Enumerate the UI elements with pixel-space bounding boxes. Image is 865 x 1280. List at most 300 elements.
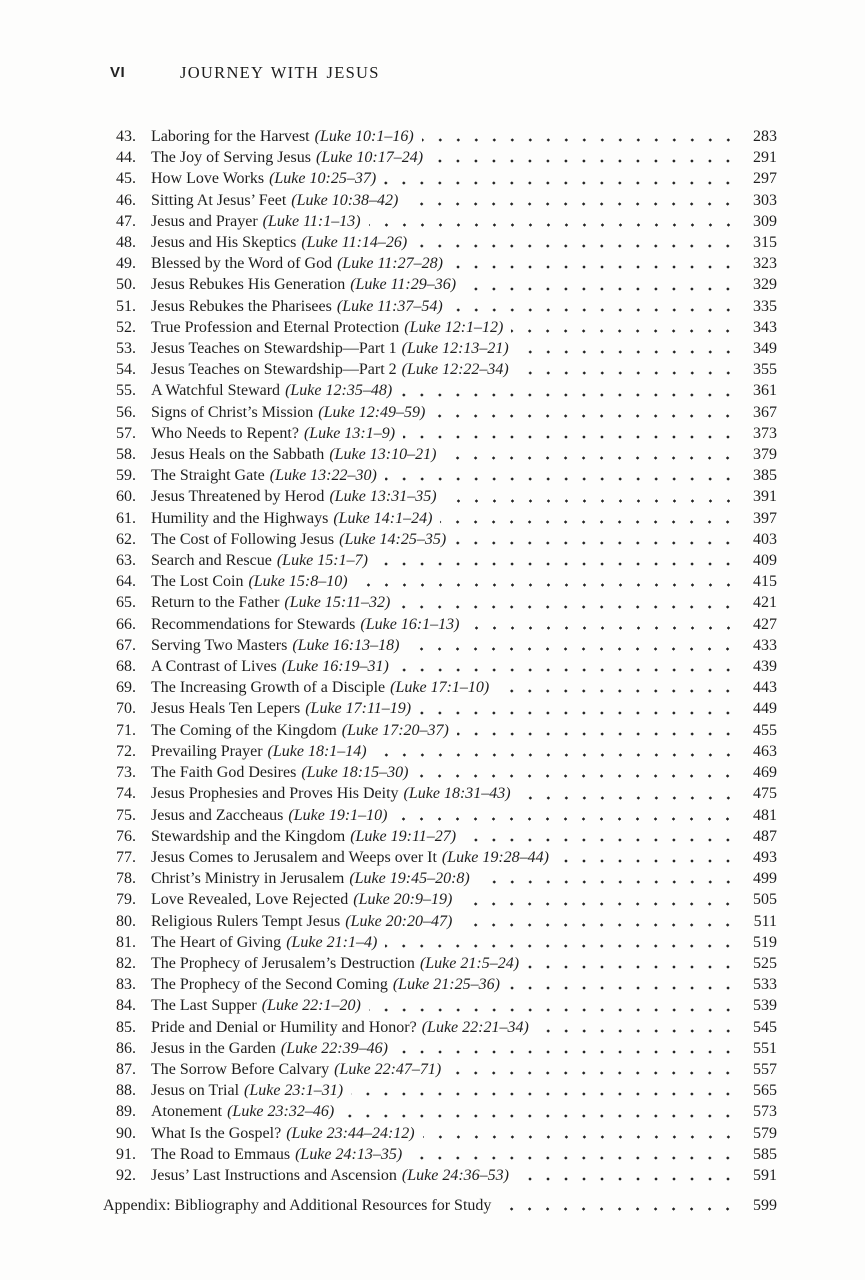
toc-entry-page-number: 557: [753, 1060, 777, 1078]
toc-entry-scripture-reference: (Luke 15:1–7): [276, 552, 368, 570]
toc-row: [103, 953, 777, 974]
dot-leader: [422, 126, 739, 147]
toc-entry-page-number: 335: [753, 297, 777, 315]
toc-entry-scripture-reference: (Luke 18:15–30): [301, 764, 409, 782]
toc-row: [103, 911, 777, 932]
toc-entry-title: [151, 783, 511, 804]
toc-row: [103, 592, 777, 613]
toc-entry-title-text: The Joy of Serving Jesus: [151, 149, 311, 167]
dot-leader: [385, 932, 739, 953]
dot-leader: [511, 317, 739, 338]
toc-entry-number: 64.: [116, 573, 136, 591]
toc-row: [103, 571, 777, 592]
toc-entry-title-text: Jesus and Zaccheaus: [151, 806, 284, 824]
toc-entry-page-number: 481: [753, 806, 777, 824]
dot-leader: [457, 720, 739, 741]
toc-entry-number: 45.: [116, 170, 136, 188]
toc-row: [103, 168, 777, 189]
dot-leader: [403, 423, 739, 444]
dot-leader: [557, 847, 739, 868]
toc-entry-title-text: The Last Supper: [151, 997, 257, 1015]
toc-entry-title: [151, 338, 509, 359]
toc-entry-page-number: 373: [753, 424, 777, 442]
toc-entry-scripture-reference: (Luke 23:1–31): [244, 1082, 344, 1100]
toc-row: [103, 274, 777, 295]
toc-row: [103, 762, 777, 783]
toc-entry-number: 54.: [116, 361, 136, 379]
toc-entry-title: [151, 486, 437, 507]
toc-entry-title: [151, 1017, 529, 1038]
dot-leader: [468, 614, 740, 635]
toc-entry-page-number: 469: [753, 764, 777, 782]
toc-entry-title: [151, 168, 376, 189]
toc-entry-page-number: 409: [753, 552, 777, 570]
toc-entry-number: 52.: [116, 318, 136, 336]
dot-leader: [519, 783, 739, 804]
dot-leader: [460, 911, 739, 932]
toc-entry-number: 44.: [116, 149, 136, 167]
toc-entry-title-text: Jesus Heals on the Sabbath: [151, 446, 325, 464]
dot-leader: [478, 868, 739, 889]
toc-row: [103, 211, 777, 232]
toc-entry-scripture-reference: (Luke 16:19–31): [281, 658, 389, 676]
toc-row: [103, 783, 777, 804]
toc-row: [103, 508, 777, 529]
toc-entry-page-number: 343: [753, 318, 777, 336]
toc-entry-title: [151, 635, 399, 656]
toc-row: [103, 380, 777, 401]
toc-entry-title: [151, 1123, 415, 1144]
toc-entry-title-text: Jesus Rebukes His Generation: [151, 276, 346, 294]
toc-entry-number: 80.: [116, 912, 136, 930]
toc-row: [103, 805, 777, 826]
toc-row: [103, 1144, 777, 1165]
toc-entry-title: [151, 847, 549, 868]
toc-entry-title: [151, 1059, 441, 1080]
toc-entry-page-number: 367: [753, 403, 777, 421]
toc-entry-title: [151, 571, 348, 592]
toc-entry-page-number: 421: [753, 594, 777, 612]
dot-leader: [398, 592, 739, 613]
toc-entry-title: [151, 1144, 402, 1165]
toc-row: [103, 847, 777, 868]
toc-entry-number: 62.: [116, 530, 136, 548]
dot-leader: [537, 1017, 739, 1038]
dot-leader: [517, 1165, 739, 1186]
toc-entry-scripture-reference: (Luke 11:1–13): [262, 212, 361, 230]
toc-entry-number: 49.: [116, 255, 136, 273]
dot-leader: [423, 1123, 739, 1144]
toc-entry-page-number: 297: [753, 170, 777, 188]
dot-leader: [433, 402, 739, 423]
appendix-page-number: 599: [753, 1197, 777, 1215]
toc-entry-scripture-reference: (Luke 15:11–32): [284, 594, 391, 612]
toc-row: [103, 147, 777, 168]
toc-entry-scripture-reference: (Luke 22:1–20): [261, 997, 361, 1015]
toc-entry-number: 85.: [116, 1018, 136, 1036]
dot-leader: [517, 359, 739, 380]
toc-row: [103, 253, 777, 274]
toc-entry-title: [151, 741, 367, 762]
toc-entry-page-number: 443: [753, 679, 777, 697]
toc-entry-page-number: 391: [753, 488, 777, 506]
toc-entry-title-text: Christ’s Ministry in Jerusalem: [151, 870, 345, 888]
toc-entry-scripture-reference: (Luke 15:8–10): [248, 573, 348, 591]
toc-entry-page-number: 291: [753, 149, 777, 167]
toc-entry-title-text: The Prophecy of the Second Coming: [151, 976, 388, 994]
toc-row: [103, 677, 777, 698]
toc-row: [103, 974, 777, 995]
toc-entry-title-text: Jesus Threatened by Herod: [151, 488, 325, 506]
toc-entry-title: [151, 1080, 343, 1101]
toc-row: [103, 232, 777, 253]
toc-entry-number: 51.: [116, 297, 136, 315]
toc-entry-number: 57.: [116, 424, 136, 442]
appendix-row: [103, 1195, 777, 1216]
toc-row: [103, 338, 777, 359]
toc-entry-title: [151, 1165, 509, 1186]
toc-entry-scripture-reference: (Luke 21:25–36): [392, 976, 500, 994]
toc-row: [103, 190, 777, 211]
toc-row: [103, 296, 777, 317]
toc-entry-title: [151, 656, 389, 677]
toc-row: [103, 444, 777, 465]
toc-entry-title: [151, 974, 500, 995]
table-of-contents: [103, 126, 777, 1216]
toc-row: [103, 423, 777, 444]
running-head: JOURNEY WITH JESUS: [180, 63, 380, 82]
toc-entry-number: 56.: [116, 403, 136, 421]
toc-entry-title-text: The Increasing Growth of a Disciple: [151, 679, 386, 697]
toc-entry-scripture-reference: (Luke 19:1–10): [288, 806, 388, 824]
toc-entry-number: 43.: [116, 128, 136, 145]
toc-entry-number: 73.: [116, 764, 136, 782]
toc-entry-number: 65.: [116, 594, 136, 612]
toc-entry-title: [151, 953, 519, 974]
toc-entry-page-number: 303: [753, 191, 777, 209]
appendix-title: Appendix: Bibliography and Additional Resources for Study: [103, 1197, 492, 1215]
toc-row: [103, 656, 777, 677]
toc-entry-page-number: 439: [753, 658, 777, 676]
toc-entry-number: 48.: [116, 234, 136, 252]
toc-row: [103, 1101, 777, 1122]
toc-entry-title-text: Pride and Denial or Humility and Honor?: [151, 1018, 417, 1036]
toc-entry-number: 58.: [116, 446, 136, 464]
toc-row: [103, 402, 777, 423]
toc-entry-title: [151, 190, 398, 211]
dot-leader: [464, 826, 739, 847]
dot-leader: [517, 338, 739, 359]
toc-entry-title: [151, 232, 407, 253]
toc-entry-number: 87.: [116, 1060, 136, 1078]
folio-page-number: VI: [110, 64, 126, 81]
toc-entry-title: [151, 147, 423, 168]
toc-entry-title-text: A Contrast of Lives: [151, 658, 277, 676]
toc-entry-scripture-reference: (Luke 19:11–27): [350, 827, 457, 845]
toc-entry-number: 68.: [116, 658, 136, 676]
toc-entry-title-text: Recommendations for Stewards: [151, 615, 356, 633]
toc-entry-number: 83.: [116, 976, 136, 994]
toc-entry-title: [151, 423, 395, 444]
dot-leader: [431, 147, 739, 168]
toc-entry-scripture-reference: (Luke 13:22–30): [269, 467, 377, 485]
dot-leader: [397, 656, 739, 677]
dot-leader: [342, 1101, 739, 1122]
toc-entry-number: 86.: [116, 1039, 136, 1057]
toc-entry-title: [151, 359, 509, 380]
dot-leader: [410, 1144, 739, 1165]
toc-row: [103, 317, 777, 338]
toc-entry-number: 76.: [116, 827, 136, 845]
dot-leader: [356, 571, 739, 592]
toc-entry-scripture-reference: (Luke 19:28–44): [441, 848, 550, 866]
toc-entry-title-text: The Road to Emmaus: [151, 1145, 291, 1163]
toc-row: [103, 995, 777, 1016]
toc-entry-scripture-reference: (Luke 10:1–16): [314, 128, 414, 145]
toc-entry-title-text: Jesus and Prayer: [151, 212, 258, 230]
toc-row: [103, 889, 777, 910]
toc-entry-scripture-reference: (Luke 12:1–12): [404, 318, 504, 336]
toc-entry-number: 63.: [116, 552, 136, 570]
toc-entry-number: 55.: [116, 382, 136, 400]
toc-entry-scripture-reference: (Luke 11:27–28): [337, 255, 443, 273]
toc-list: [103, 126, 777, 1186]
toc-entry-page-number: 463: [753, 742, 777, 760]
toc-entry-title: [151, 911, 452, 932]
toc-entry-page-number: 493: [753, 848, 777, 866]
toc-entry-page-number: 309: [753, 212, 777, 230]
toc-entry-number: 84.: [116, 997, 136, 1015]
toc-entry-scripture-reference: (Luke 13:31–35): [329, 488, 437, 506]
toc-entry-scripture-reference: (Luke 12:35–48): [285, 382, 393, 400]
toc-row: [103, 635, 777, 656]
toc-row: [103, 826, 777, 847]
dot-leader: [351, 1080, 739, 1101]
dot-leader: [400, 380, 739, 401]
toc-entry-number: 81.: [116, 933, 136, 951]
toc-row: [103, 1017, 777, 1038]
toc-row: [103, 529, 777, 550]
toc-entry-page-number: 403: [753, 530, 777, 548]
toc-entry-title-text: Sitting At Jesus’ Feet: [151, 191, 287, 209]
toc-entry-number: 82.: [116, 954, 136, 972]
toc-entry-scripture-reference: (Luke 18:1–14): [267, 742, 367, 760]
toc-entry-scripture-reference: (Luke 12:22–34): [401, 361, 509, 379]
toc-entry-page-number: 283: [753, 128, 777, 145]
toc-entry-scripture-reference: (Luke 14:1–24): [333, 509, 433, 527]
toc-row: [103, 698, 777, 719]
toc-entry-title: [151, 1101, 334, 1122]
toc-entry-page-number: 455: [753, 721, 777, 739]
toc-entry-number: 50.: [116, 276, 136, 294]
toc-entry-page-number: 533: [753, 976, 777, 994]
toc-entry-number: 46.: [116, 191, 136, 209]
toc-entry-title: [151, 592, 390, 613]
dot-leader: [497, 677, 739, 698]
toc-entry-scripture-reference: (Luke 17:1–10): [390, 679, 490, 697]
toc-entry-page-number: 573: [753, 1103, 777, 1121]
toc-row: [103, 868, 777, 889]
toc-entry-scripture-reference: (Luke 11:29–36): [350, 276, 457, 294]
toc-entry-scripture-reference: (Luke 22:21–34): [421, 1018, 529, 1036]
toc-entry-number: 59.: [116, 467, 136, 485]
toc-entry-scripture-reference: (Luke 22:47–71): [334, 1060, 442, 1078]
toc-entry-title-text: Laboring for the Harvest: [151, 128, 310, 145]
toc-entry-title-text: Blessed by the Word of God: [151, 255, 333, 273]
toc-entry-title: [151, 868, 470, 889]
toc-entry-title: [151, 1038, 388, 1059]
toc-entry-title-text: Jesus and His Skeptics: [151, 234, 297, 252]
toc-entry-page-number: 505: [753, 891, 777, 909]
toc-entry-title: [151, 529, 446, 550]
toc-entry-title: [151, 126, 414, 147]
toc-entry-page-number: 539: [753, 997, 777, 1015]
toc-entry-page-number: 585: [753, 1145, 777, 1163]
toc-entry-page-number: 379: [753, 446, 777, 464]
toc-entry-page-number: 591: [753, 1166, 777, 1184]
dot-leader: [508, 974, 739, 995]
toc-entry-scripture-reference: (Luke 17:20–37): [341, 721, 449, 739]
toc-entry-scripture-reference: (Luke 12:13–21): [401, 340, 509, 358]
toc-row: [103, 720, 777, 741]
toc-entry-title-text: Jesus on Trial: [151, 1082, 240, 1100]
dot-leader: [407, 635, 739, 656]
toc-entry-title-text: The Sorrow Before Calvary: [151, 1060, 330, 1078]
toc-entry-title-text: What Is the Gospel?: [151, 1124, 282, 1142]
toc-row: [103, 126, 777, 147]
dot-leader: [396, 1038, 739, 1059]
toc-entry-title-text: Prevailing Prayer: [151, 742, 263, 760]
toc-entry-number: 47.: [116, 212, 136, 230]
dot-leader: [415, 232, 739, 253]
toc-entry-scripture-reference: (Luke 11:14–26): [301, 234, 408, 252]
toc-entry-title-text: Jesus in the Garden: [151, 1039, 276, 1057]
toc-entry-scripture-reference: (Luke 24:36–53): [401, 1166, 509, 1184]
toc-entry-page-number: 487: [753, 827, 777, 845]
toc-entry-page-number: 323: [753, 255, 777, 273]
toc-entry-title: [151, 317, 503, 338]
toc-entry-scripture-reference: (Luke 23:44–24:12): [286, 1124, 415, 1142]
toc-entry-number: 92.: [116, 1166, 136, 1184]
toc-entry-title-text: Return to the Father: [151, 594, 280, 612]
dot-leader: [464, 274, 739, 295]
toc-entry-page-number: 551: [753, 1039, 777, 1057]
toc-entry-title-text: Jesus’ Last Instructions and Ascension: [151, 1166, 397, 1184]
toc-entry-number: 78.: [116, 870, 136, 888]
toc-entry-title-text: A Watchful Steward: [151, 382, 281, 400]
toc-row: [103, 1123, 777, 1144]
toc-entry-number: 60.: [116, 488, 136, 506]
toc-entry-title-text: The Prophecy of Jerusalem’s Destruction: [151, 954, 415, 972]
toc-entry-scripture-reference: (Luke 13:1–9): [303, 424, 396, 442]
toc-entry-title-text: The Heart of Giving: [151, 933, 282, 951]
dot-leader: [375, 741, 739, 762]
toc-entry-title-text: Signs of Christ’s Mission: [151, 403, 314, 421]
toc-row: [103, 1165, 777, 1186]
toc-entry-scripture-reference: (Luke 16:13–18): [292, 636, 400, 654]
toc-entry-scripture-reference: (Luke 23:32–46): [227, 1103, 335, 1121]
toc-entry-page-number: 355: [753, 361, 777, 379]
toc-entry-page-number: 579: [753, 1124, 777, 1142]
toc-entry-title: [151, 677, 489, 698]
toc-entry-title: [151, 253, 443, 274]
toc-entry-page-number: 427: [753, 615, 777, 633]
toc-entry-title-text: Search and Rescue: [151, 552, 272, 570]
toc-entry-title-text: The Straight Gate: [151, 467, 265, 485]
toc-entry-title: [151, 762, 408, 783]
dot-leader: [445, 486, 739, 507]
toc-row: [103, 486, 777, 507]
toc-row: [103, 932, 777, 953]
dot-leader: [384, 168, 739, 189]
toc-entry-number: 77.: [116, 848, 136, 866]
toc-entry-title-text: Humility and the Highways: [151, 509, 329, 527]
dot-leader: [416, 762, 739, 783]
toc-entry-number: 75.: [116, 806, 136, 824]
toc-entry-title: [151, 805, 387, 826]
toc-entry-scripture-reference: (Luke 24:13–35): [295, 1145, 403, 1163]
toc-entry-page-number: 433: [753, 636, 777, 654]
toc-entry-title-text: Jesus Prophesies and Proves His Deity: [151, 785, 399, 803]
toc-row: [103, 614, 777, 635]
toc-entry-scripture-reference: (Luke 16:1–13): [360, 615, 460, 633]
dot-leader: [451, 296, 739, 317]
toc-entry-title-text: The Coming of the Kingdom: [151, 721, 337, 739]
dot-leader: [369, 995, 739, 1016]
toc-entry-page-number: 525: [753, 954, 777, 972]
toc-entry-scripture-reference: (Luke 11:37–54): [336, 297, 443, 315]
toc-entry-title-text: The Cost of Following Jesus: [151, 530, 335, 548]
toc-entry-scripture-reference: (Luke 10:25–37): [269, 170, 377, 188]
toc-entry-scripture-reference: (Luke 18:31–43): [403, 785, 511, 803]
toc-entry-title: [151, 465, 377, 486]
toc-row: [103, 1038, 777, 1059]
toc-entry-number: 74.: [116, 785, 136, 803]
dot-leader: [419, 698, 739, 719]
toc-entry-title-text: Jesus Comes to Jerusalem and Weeps over It: [151, 848, 437, 866]
toc-entry-page-number: 385: [753, 467, 777, 485]
toc-entry-number: 69.: [116, 679, 136, 697]
toc-row: [103, 550, 777, 571]
toc-entry-scripture-reference: (Luke 19:45–20:8): [349, 870, 470, 888]
toc-entry-title: [151, 698, 411, 719]
page-header: [0, 63, 865, 85]
toc-row: [103, 741, 777, 762]
dot-leader: [449, 1059, 739, 1080]
toc-entry-scripture-reference: (Luke 12:49–59): [318, 403, 426, 421]
toc-entry-page-number: 449: [753, 700, 777, 718]
toc-entry-title: [151, 720, 449, 741]
toc-entry-title: [151, 211, 361, 232]
toc-entry-number: 67.: [116, 636, 136, 654]
toc-entry-title: [151, 614, 460, 635]
toc-entry-page-number: 329: [753, 276, 777, 294]
toc-entry-title-text: Jesus Teaches on Stewardship—Part 2: [151, 361, 397, 379]
dot-leader: [406, 190, 739, 211]
toc-entry-number: 53.: [116, 340, 136, 358]
toc-entry-scripture-reference: (Luke 13:10–21): [329, 446, 437, 464]
dot-leader: [444, 444, 739, 465]
toc-entry-page-number: 545: [753, 1018, 777, 1036]
toc-entry-title-text: Jesus Teaches on Stewardship—Part 1: [151, 340, 397, 358]
toc-entry-title: [151, 826, 456, 847]
toc-entry-number: 88.: [116, 1082, 136, 1100]
toc-entry-title-text: Jesus Heals Ten Lepers: [151, 700, 301, 718]
toc-entry-title-text: The Lost Coin: [151, 573, 244, 591]
toc-entry-number: 66.: [116, 615, 136, 633]
dot-leader: [385, 465, 739, 486]
dot-leader: [369, 211, 739, 232]
